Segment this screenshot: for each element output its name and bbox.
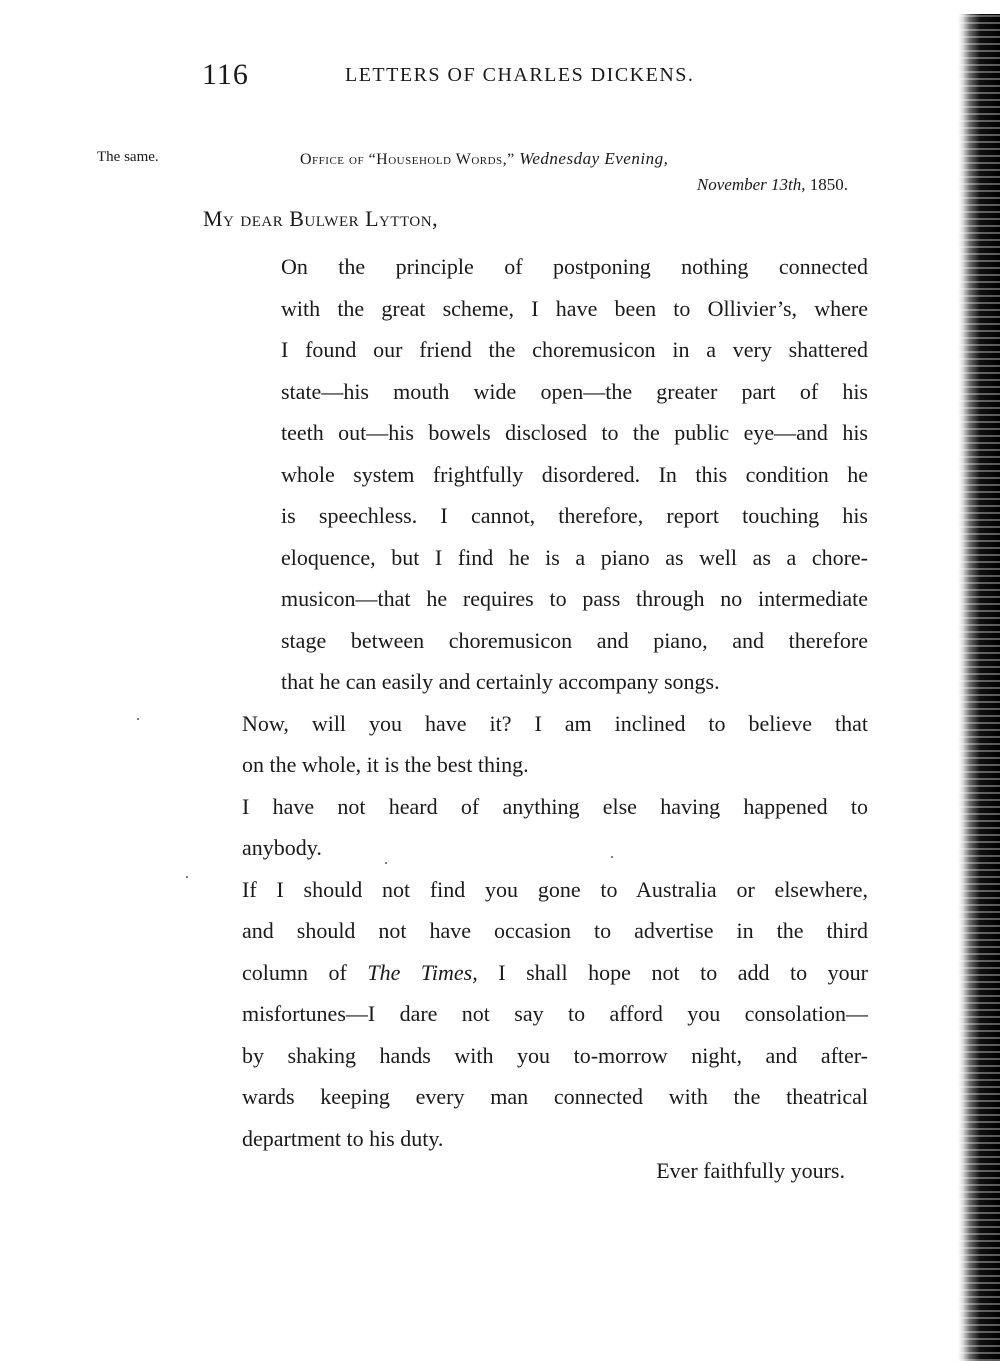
date-day: 13th,: [771, 175, 806, 194]
date-month: November: [696, 175, 767, 194]
text-line: is speechless. I cannot, therefore, report touching his: [281, 503, 868, 528]
text-line: On the principle of postponing nothing connected: [281, 254, 868, 279]
text-line: by shaking hands with you to-morrow night, and after-: [242, 1042, 868, 1068]
running-title: LETTERS OF CHARLES DICKENS.: [345, 64, 695, 86]
text-line: Now, will you have it? I am inclined to believe that: [242, 710, 868, 736]
newspaper-title: The Times,: [367, 959, 478, 985]
margin-note: The same.: [97, 149, 159, 165]
scan-speck: [385, 862, 387, 864]
text-line: misfortunes—I dare not say to afford you consolation—: [242, 1001, 868, 1026]
dateline-date: [697, 175, 848, 195]
text-line: anybody.: [242, 835, 322, 860]
text-line: I have not heard of anything else having happened to: [242, 793, 868, 819]
text-line: If I should not find you gone to Australia or elsewhere,: [242, 876, 868, 902]
text-run: column of: [242, 959, 368, 985]
paragraph-4: [204, 869, 868, 1160]
scan-speck: [137, 718, 139, 720]
closing: Ever faithfully yours.: [656, 1158, 845, 1183]
text-line: whole system frightfully disordered. In this condition he: [281, 461, 868, 487]
paragraph-2: [204, 703, 868, 786]
text-line: department to his duty.: [242, 1125, 444, 1151]
dateline-office: [300, 149, 668, 169]
text-line: teeth out—his bowels disclosed to the public eye—and his: [281, 420, 868, 445]
scan-shadow-edge: [958, 14, 1000, 1361]
text-line: eloquence, but I find he is a piano as well as a chore-: [281, 544, 868, 570]
salutation: My dear Bulwer Lytton,: [203, 206, 439, 231]
text-line: and should not have occasion to advertise in the third: [242, 918, 868, 943]
text-line: on the whole, it is the best thing.: [242, 752, 529, 777]
text-run: I shall hope not to add to your: [477, 959, 868, 985]
paragraph-3: [204, 786, 868, 869]
text-line: that he can easily and certainly accompany songs.: [281, 669, 720, 694]
scan-speck: [186, 876, 188, 878]
letter-body: [204, 246, 868, 1159]
text-line: with the great scheme, I have been to Ollivier’s, where: [281, 295, 868, 321]
date-year: 1850.: [809, 175, 848, 194]
text-line: musicon—that he requires to pass through no intermediate: [281, 586, 868, 611]
text-line: [204, 952, 868, 994]
text-line: wards keeping every man connected with the theatrical: [242, 1084, 868, 1109]
text-line: I found our friend the choremusicon in a very shattered: [281, 337, 868, 362]
dateline-day: Wednesday Evening,: [519, 149, 669, 168]
scan-speck: [611, 856, 613, 858]
paragraph-1: [204, 246, 868, 703]
office-name: Office of “Household Words,”: [300, 151, 515, 168]
text-line: stage between choremusicon and piano, and therefore: [281, 627, 868, 653]
page-number: 116: [202, 58, 249, 91]
text-line: state—his mouth wide open—the greater part of his: [281, 378, 868, 404]
